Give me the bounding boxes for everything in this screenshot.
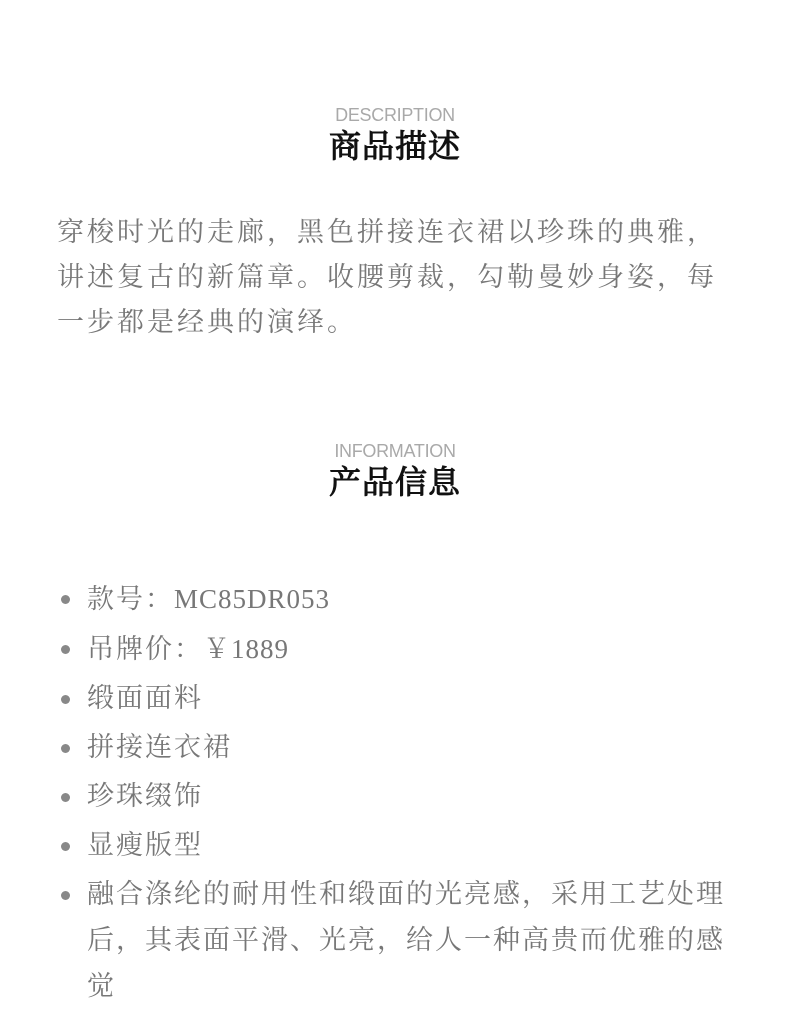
info-item-fit — [0, 823, 737, 869]
info-item-style — [0, 725, 737, 771]
information-title: 产品信息 — [328, 463, 461, 501]
bullet-icon — [61, 744, 70, 753]
information-header — [0, 440, 790, 502]
info-item-label: 拼接连衣裙 — [87, 732, 232, 763]
bullet-icon — [61, 793, 70, 802]
info-item-fabric — [0, 676, 737, 722]
info-item-label: 融合涤纶的耐用性和缎面的光亮感，采用工艺处理后，其表面平滑、光亮，给人一种高贵而优雅的感觉 — [87, 879, 725, 1002]
info-item-label: 款号： — [87, 584, 174, 615]
info-item-label: 缎面面料 — [87, 683, 203, 714]
description-text: 穿梭时光的走廊，黑色拼接连衣裙以珍珠的典雅，讲述复古的新篇章。收腰剪裁，勾勒曼妙身姿，每一步都是经典的演绎。 — [57, 217, 717, 338]
info-item-label: 显瘦版型 — [87, 830, 203, 861]
info-item-decoration — [0, 774, 737, 820]
bullet-icon — [61, 695, 70, 704]
bullet-icon — [61, 891, 70, 900]
description-title: 商品描述 — [328, 127, 461, 165]
information-eyebrow: INFORMATION — [334, 441, 456, 461]
info-item-label: 吊牌价： — [87, 634, 203, 665]
info-item-material-note — [0, 872, 737, 1010]
bullet-icon — [61, 595, 70, 604]
info-item-style-number — [0, 576, 737, 623]
information-list — [0, 576, 790, 1013]
description-eyebrow: DESCRIPTION — [335, 105, 455, 125]
description-header — [0, 104, 790, 166]
info-item-value: ￥1889 — [203, 634, 289, 664]
info-item-label: 珍珠缀饰 — [87, 781, 203, 812]
bullet-icon — [61, 842, 70, 851]
info-item-price — [0, 626, 737, 673]
bullet-icon — [61, 645, 70, 654]
info-item-value: MC85DR053 — [174, 584, 331, 614]
